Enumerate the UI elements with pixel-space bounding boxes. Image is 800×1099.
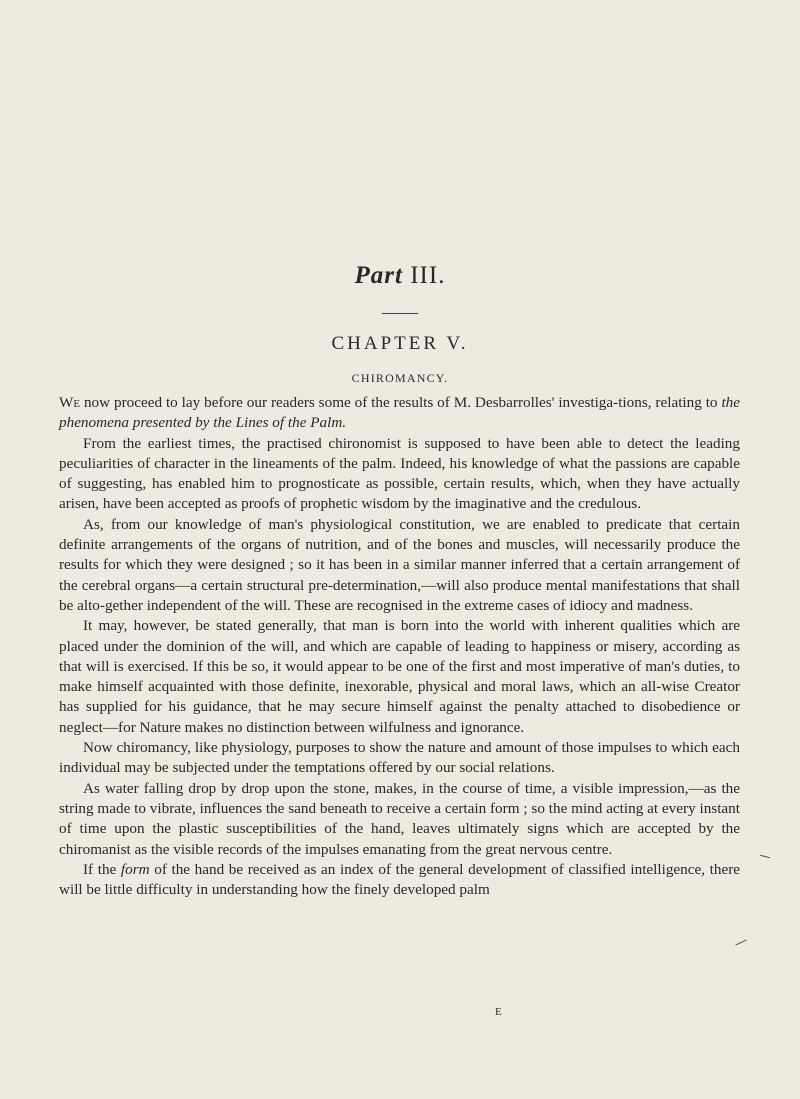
paragraph-4: It may, however, be stated generally, that man is born into the world with inherent qualities which are placed under the dominion of the will, and which are capable of leading to happiness or misery, according as that will is exercised. If this be so, it would appear to be one of the first and most imperative of man's duties, to make himself acquainted with those definite, inexorable, physical and moral laws, which an all-wise Creator has supplied for his guidance, that he may secure himself against the penalty attached to disobedience or neglect—for Nature makes no distinction between wilfulness and ignorance. xyxy=(59,617,740,736)
paragraph-6: As water falling drop by drop upon the stone, makes, in the course of time, a visible impression,—as the string made to vibrate, influences the sand beneath to receive a certain form ; so the mind acting at every instant of time upon the plastic susceptibilities of the hand, leaves ultimately signs which are accepted by the chiromanist as the visible records of the impulses emanating from the great nervous centre. xyxy=(59,779,740,858)
paragraph-5: Now chiromancy, like physiology, purposes to show the nature and amount of those impulses to which each individual may be subjected under the temptations offered by our social relations. xyxy=(59,739,740,777)
chapter-subtitle: CHIROMANCY. xyxy=(351,371,449,385)
paragraph-7-text-b: of the hand be received as an index of the general development of classified intelligence, there will be little difficulty in understanding how the finely developed palm xyxy=(59,860,740,899)
paragraph-7-italic: form xyxy=(120,860,150,878)
paragraph-7 xyxy=(59,860,740,901)
part-heading xyxy=(0,262,800,290)
body-text xyxy=(59,393,740,900)
paragraph-1 xyxy=(59,393,740,434)
paragraph-1-italic: the phenomena presented by the Lines of the Palm. xyxy=(59,394,740,432)
margin-mark xyxy=(760,855,770,859)
paragraph-2: From the earliest times, the practised chironomist is supposed to have been able to detect the leading peculiarities of character in the lineaments of the palm. Indeed, his knowledge of what the passions are capable of suggesting, has enabled him to prognosticate as possible, certain results, which, when they have actually arisen, have been accepted as proofs of prophetic wisdom by the imaginative and the credulous. xyxy=(59,434,740,513)
paragraph-3: As, from our knowledge of man's physiological constitution, we are enabled to predicate that certain definite arrangements of the organs of nutrition, and of the bones and muscles, will necessarily produce the results for which they were designed ; so it has been in a similar manner inferred that a certain arrangement of the cerebral organs—a certain structural pre-determination,—will also produce mental manifestations that shall be alto-gether independent of the will. These are recognised in the extreme cases of idiocy and madness. xyxy=(59,515,740,614)
signature-mark: E xyxy=(495,1006,503,1018)
heading-rule xyxy=(382,313,418,314)
part-heading-word: Part xyxy=(354,262,403,289)
paragraph-1-text: now proceed to lay before our readers some of the results of M. Desbarrolles' investiga-tions, relating to xyxy=(80,394,722,411)
margin-mark-2 xyxy=(735,940,746,946)
paragraph-7-text-a: If the xyxy=(83,860,121,878)
lead-word: We xyxy=(59,394,81,411)
chapter-title: CHAPTER V. xyxy=(331,333,469,354)
part-heading-number: III. xyxy=(410,262,446,289)
